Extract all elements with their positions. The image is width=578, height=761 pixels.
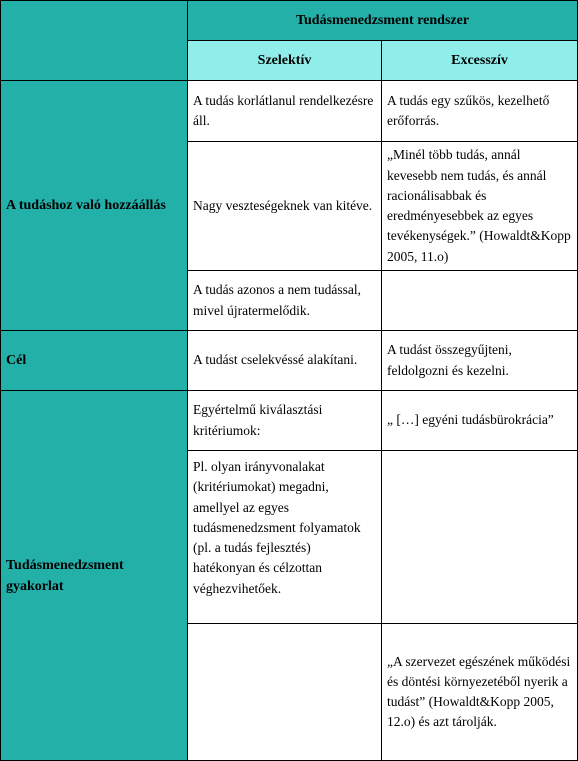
column-header-selective: Szelektív [188, 41, 382, 81]
table-cell: „ […] egyéni tudásbürokrácia” [382, 391, 578, 451]
row-header-practice: Tudásmenedzsment gyakorlat [1, 391, 188, 761]
table-cell [188, 624, 382, 761]
table-cell: A tudást összegyűjteni, feldolgozni és kezelni. [382, 331, 578, 391]
table-cell: A tudást cselekvéssé alakítani. [188, 331, 382, 391]
table-cell: Nagy veszteségeknek van kitéve. [188, 142, 382, 271]
table-cell [382, 451, 578, 624]
table-cell: A tudás azonos a nem tudással, mivel újratermelődik. [188, 271, 382, 331]
table-cell [382, 271, 578, 331]
table-cell: Pl. olyan irányvonalakat (kritériumokat) megadni, amellyel az egyes tudásmenedzsment folyamatok (pl. a tudás fejlesztés) hatékonyan és célzottan véghezvihetőek. [188, 451, 382, 624]
table-title: Tudásmenedzsment rendszer [188, 1, 578, 41]
column-header-excessive: Excesszív [382, 41, 578, 81]
corner-cell [1, 1, 188, 81]
table-cell: „Minél több tudás, annál kevesebb nem tudás, és annál racionálisabbak és eredményesebbek az egyes tevékenységek.” (Howaldt&Kopp 2005, 11.o) [382, 142, 578, 271]
row-header-goal: Cél [1, 331, 188, 391]
table-cell: „A szervezet egészének működési és döntési környezetéből nyerik a tudást” (Howaldt&Kopp 2005, 12.o) és azt tárolják. [382, 624, 578, 761]
table-cell: A tudás korlátlanul rendelkezésre áll. [188, 81, 382, 142]
table-cell: Egyértelmű kiválasztási kritériumok: [188, 391, 382, 451]
row-header-attitude: A tudáshoz való hozzáállás [1, 81, 188, 331]
table-cell: A tudás egy szűkös, kezelhető erőforrás. [382, 81, 578, 142]
